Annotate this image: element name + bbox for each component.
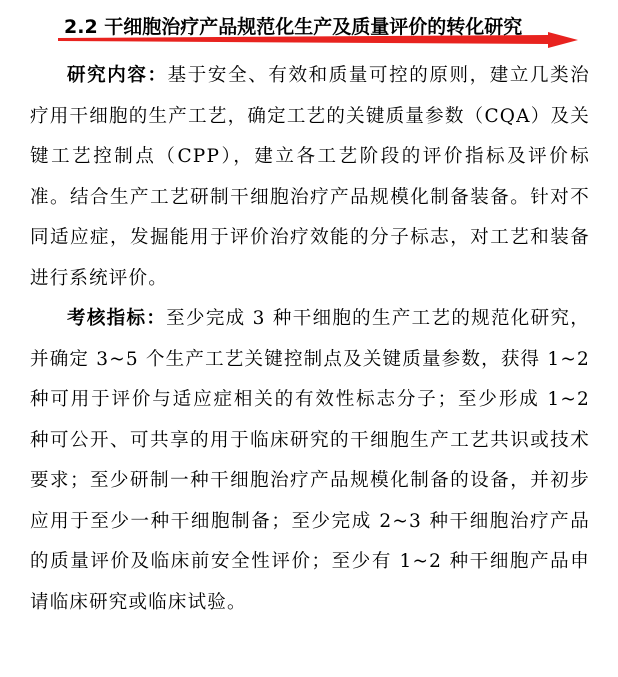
research-content-paragraph — [30, 56, 590, 299]
research-content-label: 研究内容： — [67, 65, 168, 86]
section-heading — [58, 6, 578, 46]
research-content-text: 基于安全、有效和质量可控的原则，建立几类治疗用干细胞的生产工艺，确定工艺的关键质量参数（CQA）及关键工艺控制点（CPP），建立各工艺阶段的评价指标及评价标准。结合生产工艺研制干细胞治疗产品规模化制备装备。针对不同适应症，发掘能用于评价治疗效能的分子标志，对工艺和装备进行系统评价。 — [30, 65, 590, 289]
assessment-indicators-paragraph — [30, 299, 590, 623]
assessment-indicators-label: 考核指标： — [67, 308, 167, 329]
section-title: 2.2 干细胞治疗产品规范化生产及质量评价的转化研究 — [64, 16, 523, 38]
assessment-indicators-text: 至少完成 3 种干细胞的生产工艺的规范化研究，并确定 3~5 个生产工艺关键控制点及关键质量参数，获得 1~2 种可用于评价与适应症相关的有效性标志分子；至少形成 1~2 种可公开、可共享的用于临床研究的干细胞生产工艺共识或技术要求；至少研制一种干细胞治疗产品规模化制备的设备，并初步应用于至少一种干细胞制备；至少完成 2~3 种干细胞治疗产品的质量评价及临床前安全性评价；至少有 1~2 种干细胞产品申请临床研究或临床试验。 — [30, 308, 590, 613]
